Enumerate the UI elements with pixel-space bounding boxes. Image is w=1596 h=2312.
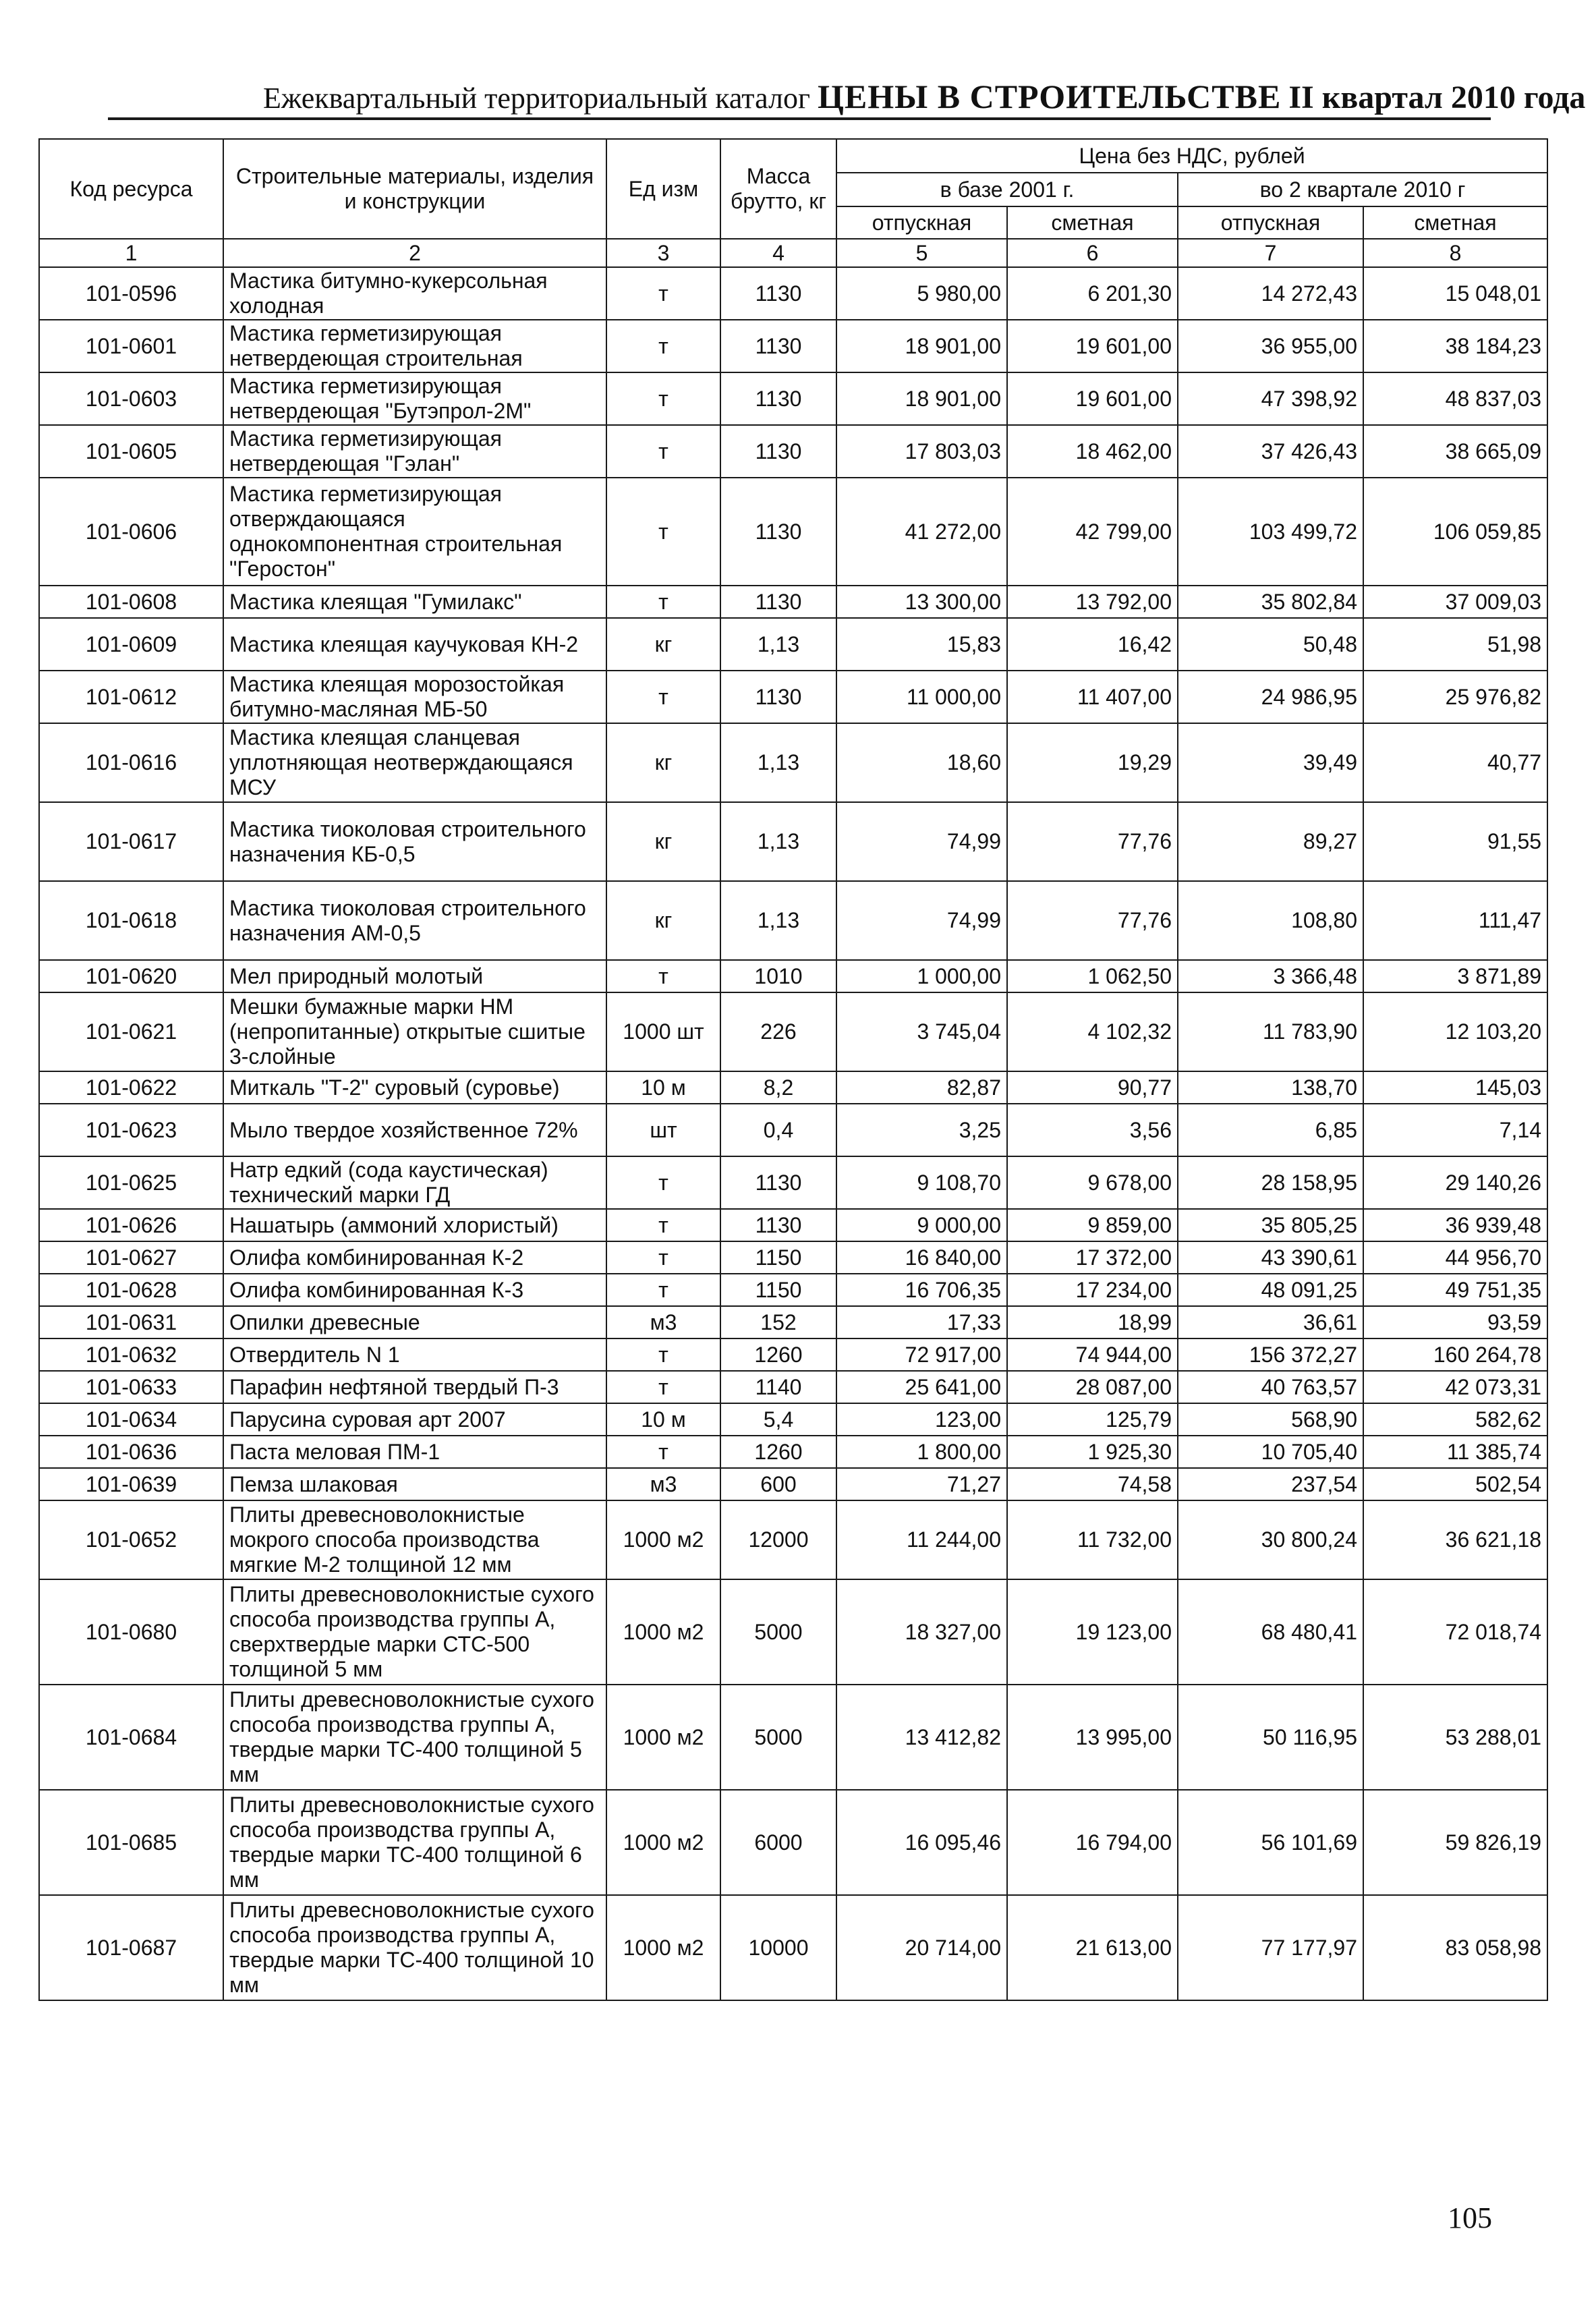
mass-cell: 5,4 [720,1403,836,1436]
current-estimate-price-cell: 111,47 [1363,881,1547,960]
current-release-price-cell: 89,27 [1178,802,1363,881]
current-estimate-price-cell: 36 621,18 [1363,1500,1547,1579]
header-period: II квартал 2010 года [1288,80,1586,115]
current-estimate-price-cell: 53 288,01 [1363,1685,1547,1790]
col-header-base-group: в базе 2001 г. [836,173,1178,206]
current-estimate-price-cell: 44 956,70 [1363,1241,1547,1274]
base-release-price-cell: 11 244,00 [836,1500,1007,1579]
mass-cell: 1130 [720,1156,836,1209]
base-release-price-cell: 82,87 [836,1071,1007,1104]
current-release-price-cell: 50 116,95 [1178,1685,1363,1790]
table-row [39,671,1547,723]
current-estimate-price-cell: 59 826,19 [1363,1790,1547,1895]
current-estimate-price-cell: 106 059,85 [1363,478,1547,586]
column-number: 2 [223,239,606,267]
mass-cell: 1260 [720,1338,836,1371]
current-estimate-price-cell: 3 871,89 [1363,960,1547,992]
column-number: 4 [720,239,836,267]
current-release-price-cell: 24 986,95 [1178,671,1363,723]
base-estimate-price-cell: 11 407,00 [1007,671,1178,723]
col-header-mass: Масса брутто, кг [720,139,836,239]
unit-cell: м3 [606,1306,720,1338]
current-release-price-cell: 35 802,84 [1178,586,1363,618]
unit-cell: т [606,1338,720,1371]
mass-cell: 1130 [720,586,836,618]
base-release-price-cell: 16 706,35 [836,1274,1007,1306]
header-line [263,77,1585,116]
base-estimate-price-cell: 21 613,00 [1007,1895,1178,2000]
resource-code-cell: 101-0634 [39,1403,223,1436]
current-release-price-cell: 37 426,43 [1178,425,1363,478]
unit-cell: 1000 шт [606,992,720,1071]
base-release-price-cell: 5 980,00 [836,267,1007,320]
current-release-price-cell: 43 390,61 [1178,1241,1363,1274]
current-estimate-price-cell: 145,03 [1363,1071,1547,1104]
material-name-cell: Мастика тиоколовая строительного назначения КБ-0,5 [223,802,606,881]
table-row [39,1306,1547,1338]
current-release-price-cell: 36,61 [1178,1306,1363,1338]
material-name-cell: Мастика клеящая морозостойкая битумно-масляная МБ-50 [223,671,606,723]
resource-code-cell: 101-0618 [39,881,223,960]
material-name-cell: Мастика клеящая сланцевая уплотняющая неотверждающаяся МСУ [223,723,606,802]
header-prefix: Ежеквартальный территориальный каталог [263,82,810,115]
table-row [39,1209,1547,1241]
table-row [39,1436,1547,1468]
base-estimate-price-cell: 18 462,00 [1007,425,1178,478]
current-release-price-cell: 11 783,90 [1178,992,1363,1071]
current-estimate-price-cell: 12 103,20 [1363,992,1547,1071]
material-name-cell: Мастика тиоколовая строительного назначения АМ-0,5 [223,881,606,960]
resource-code-cell: 101-0601 [39,320,223,372]
table-row [39,881,1547,960]
material-name-cell: Плиты древесноволокнистые сухого способа производства группы А, сверхтвердые марки СТС-500 толщиной 5 мм [223,1579,606,1685]
col-header-base-release: отпускная [836,206,1007,239]
unit-cell: 1000 м2 [606,1790,720,1895]
base-estimate-price-cell: 42 799,00 [1007,478,1178,586]
base-estimate-price-cell: 6 201,30 [1007,267,1178,320]
resource-code-cell: 101-0631 [39,1306,223,1338]
resource-code-cell: 101-0632 [39,1338,223,1371]
mass-cell: 5000 [720,1685,836,1790]
mass-cell: 1,13 [720,802,836,881]
header-title: ЦЕНЫ В СТРОИТЕЛЬСТВЕ [818,78,1282,115]
col-header-cur-estimate: сметная [1363,206,1547,239]
material-name-cell: Мастика герметизирующая нетвердеющая строительная [223,320,606,372]
base-estimate-price-cell: 11 732,00 [1007,1500,1178,1579]
resource-code-cell: 101-0680 [39,1579,223,1685]
base-estimate-price-cell: 13 995,00 [1007,1685,1178,1790]
base-release-price-cell: 18 901,00 [836,372,1007,425]
table-row [39,1468,1547,1500]
mass-cell: 1140 [720,1371,836,1403]
base-release-price-cell: 3 745,04 [836,992,1007,1071]
table-row [39,992,1547,1071]
material-name-cell: Опилки древесные [223,1306,606,1338]
unit-cell: 10 м [606,1403,720,1436]
resource-code-cell: 101-0684 [39,1685,223,1790]
mass-cell: 1130 [720,671,836,723]
resource-code-cell: 101-0652 [39,1500,223,1579]
current-release-price-cell: 40 763,57 [1178,1371,1363,1403]
material-name-cell: Мешки бумажные марки НМ (непропитанные) открытые сшитые 3-слойные [223,992,606,1071]
base-release-price-cell: 16 095,46 [836,1790,1007,1895]
resource-code-cell: 101-0685 [39,1790,223,1895]
base-estimate-price-cell: 9 678,00 [1007,1156,1178,1209]
base-release-price-cell: 1 800,00 [836,1436,1007,1468]
col-header-code: Код ресурса [39,139,223,239]
current-release-price-cell: 48 091,25 [1178,1274,1363,1306]
mass-cell: 0,4 [720,1104,836,1156]
material-name-cell: Мастика герметизирующая отверждающаяся однокомпонентная строительная "Геростон" [223,478,606,586]
table-head [39,139,1547,267]
base-release-price-cell: 15,83 [836,618,1007,671]
base-release-price-cell: 74,99 [836,802,1007,881]
current-release-price-cell: 39,49 [1178,723,1363,802]
current-estimate-price-cell: 502,54 [1363,1468,1547,1500]
material-name-cell: Олифа комбинированная К-2 [223,1241,606,1274]
current-estimate-price-cell: 15 048,01 [1363,267,1547,320]
material-name-cell: Мастика клеящая каучуковая КН-2 [223,618,606,671]
base-release-price-cell: 1 000,00 [836,960,1007,992]
current-estimate-price-cell: 93,59 [1363,1306,1547,1338]
unit-cell: 1000 м2 [606,1579,720,1685]
material-name-cell: Пемза шлаковая [223,1468,606,1500]
mass-cell: 226 [720,992,836,1071]
material-name-cell: Мастика битумно-кукерсольная холодная [223,267,606,320]
resource-code-cell: 101-0616 [39,723,223,802]
table-row [39,1274,1547,1306]
current-estimate-price-cell: 29 140,26 [1363,1156,1547,1209]
mass-cell: 1130 [720,372,836,425]
mass-cell: 1130 [720,267,836,320]
base-estimate-price-cell: 18,99 [1007,1306,1178,1338]
mass-cell: 1130 [720,425,836,478]
current-estimate-price-cell: 51,98 [1363,618,1547,671]
resource-code-cell: 101-0625 [39,1156,223,1209]
base-estimate-price-cell: 3,56 [1007,1104,1178,1156]
table-row [39,320,1547,372]
unit-cell: кг [606,723,720,802]
base-release-price-cell: 18,60 [836,723,1007,802]
current-release-price-cell: 36 955,00 [1178,320,1363,372]
mass-cell: 1130 [720,1209,836,1241]
price-table [38,138,1548,2001]
base-release-price-cell: 16 840,00 [836,1241,1007,1274]
current-release-price-cell: 50,48 [1178,618,1363,671]
material-name-cell: Олифа комбинированная К-3 [223,1274,606,1306]
base-release-price-cell: 17,33 [836,1306,1007,1338]
current-release-price-cell: 47 398,92 [1178,372,1363,425]
material-name-cell: Натр едкий (сода каустическая) технический марки ГД [223,1156,606,1209]
col-header-current-group: во 2 квартале 2010 г [1178,173,1547,206]
mass-cell: 8,2 [720,1071,836,1104]
unit-cell: т [606,267,720,320]
unit-cell: 1000 м2 [606,1685,720,1790]
resource-code-cell: 101-0639 [39,1468,223,1500]
table-row [39,960,1547,992]
base-release-price-cell: 13 412,82 [836,1685,1007,1790]
table-row [39,802,1547,881]
table-row [39,1500,1547,1579]
base-estimate-price-cell: 13 792,00 [1007,586,1178,618]
col-header-name: Строительные материалы, изделия и конструкции [223,139,606,239]
table-row [39,1241,1547,1274]
resource-code-cell: 101-0609 [39,618,223,671]
material-name-cell: Нашатырь (аммоний хлористый) [223,1209,606,1241]
material-name-cell: Отвердитель N 1 [223,1338,606,1371]
material-name-cell: Плиты древесноволокнистые сухого способа производства группы А, твердые марки ТС-400 толщиной 5 мм [223,1685,606,1790]
running-header [108,72,1586,120]
current-estimate-price-cell: 37 009,03 [1363,586,1547,618]
current-release-price-cell: 28 158,95 [1178,1156,1363,1209]
base-release-price-cell: 71,27 [836,1468,1007,1500]
unit-cell: кг [606,881,720,960]
mass-cell: 1130 [720,478,836,586]
unit-cell: т [606,671,720,723]
current-estimate-price-cell: 7,14 [1363,1104,1547,1156]
base-release-price-cell: 11 000,00 [836,671,1007,723]
col-header-cur-release: отпускная [1178,206,1363,239]
current-release-price-cell: 108,80 [1178,881,1363,960]
base-release-price-cell: 9 108,70 [836,1156,1007,1209]
unit-cell: т [606,960,720,992]
current-release-price-cell: 138,70 [1178,1071,1363,1104]
current-release-price-cell: 14 272,43 [1178,267,1363,320]
material-name-cell: Миткаль "Т-2" суровый (суровье) [223,1071,606,1104]
table-row [39,1403,1547,1436]
column-number: 5 [836,239,1007,267]
material-name-cell: Мастика герметизирующая нетвердеющая "Гэлан" [223,425,606,478]
base-estimate-price-cell: 19 601,00 [1007,372,1178,425]
base-release-price-cell: 17 803,03 [836,425,1007,478]
current-estimate-price-cell: 25 976,82 [1363,671,1547,723]
column-number: 3 [606,239,720,267]
table-row [39,1790,1547,1895]
mass-cell: 12000 [720,1500,836,1579]
unit-cell: т [606,425,720,478]
resource-code-cell: 101-0622 [39,1071,223,1104]
mass-cell: 152 [720,1306,836,1338]
current-release-price-cell: 30 800,24 [1178,1500,1363,1579]
base-release-price-cell: 72 917,00 [836,1338,1007,1371]
mass-cell: 1150 [720,1274,836,1306]
base-estimate-price-cell: 19 601,00 [1007,320,1178,372]
current-release-price-cell: 35 805,25 [1178,1209,1363,1241]
current-estimate-price-cell: 48 837,03 [1363,372,1547,425]
current-estimate-price-cell: 11 385,74 [1363,1436,1547,1468]
table-row [39,1371,1547,1403]
resource-code-cell: 101-0606 [39,478,223,586]
base-estimate-price-cell: 4 102,32 [1007,992,1178,1071]
current-estimate-price-cell: 582,62 [1363,1403,1547,1436]
resource-code-cell: 101-0628 [39,1274,223,1306]
col-header-base-estimate: сметная [1007,206,1178,239]
current-estimate-price-cell: 72 018,74 [1363,1579,1547,1685]
resource-code-cell: 101-0627 [39,1241,223,1274]
current-estimate-price-cell: 91,55 [1363,802,1547,881]
base-release-price-cell: 3,25 [836,1104,1007,1156]
unit-cell: 1000 м2 [606,1895,720,2000]
table-row [39,1156,1547,1209]
resource-code-cell: 101-0603 [39,372,223,425]
table-row [39,478,1547,586]
base-estimate-price-cell: 16 794,00 [1007,1790,1178,1895]
table-body [39,267,1547,2000]
unit-cell: т [606,1436,720,1468]
base-estimate-price-cell: 17 234,00 [1007,1274,1178,1306]
base-release-price-cell: 9 000,00 [836,1209,1007,1241]
column-number: 8 [1363,239,1547,267]
current-estimate-price-cell: 160 264,78 [1363,1338,1547,1371]
current-estimate-price-cell: 49 751,35 [1363,1274,1547,1306]
current-estimate-price-cell: 40,77 [1363,723,1547,802]
base-estimate-price-cell: 9 859,00 [1007,1209,1178,1241]
table-row [39,586,1547,618]
table-row [39,372,1547,425]
unit-cell: т [606,320,720,372]
current-release-price-cell: 237,54 [1178,1468,1363,1500]
mass-cell: 1150 [720,1241,836,1274]
unit-cell: т [606,1209,720,1241]
current-release-price-cell: 568,90 [1178,1403,1363,1436]
column-number-row [39,239,1547,267]
current-release-price-cell: 56 101,69 [1178,1790,1363,1895]
resource-code-cell: 101-0608 [39,586,223,618]
material-name-cell: Парусина суровая арт 2007 [223,1403,606,1436]
current-estimate-price-cell: 38 665,09 [1363,425,1547,478]
table-row [39,618,1547,671]
current-estimate-price-cell: 83 058,98 [1363,1895,1547,2000]
material-name-cell: Мастика клеящая "Гумилакс" [223,586,606,618]
resource-code-cell: 101-0617 [39,802,223,881]
material-name-cell: Парафин нефтяной твердый П-3 [223,1371,606,1403]
unit-cell: 1000 м2 [606,1500,720,1579]
page-number: 105 [1448,2201,1492,2234]
base-estimate-price-cell: 77,76 [1007,802,1178,881]
unit-cell: шт [606,1104,720,1156]
material-name-cell: Мел природный молотый [223,960,606,992]
col-header-price-group: Цена без НДС, рублей [836,139,1547,173]
material-name-cell: Паста меловая ПМ-1 [223,1436,606,1468]
resource-code-cell: 101-0633 [39,1371,223,1403]
mass-cell: 1,13 [720,881,836,960]
current-release-price-cell: 77 177,97 [1178,1895,1363,2000]
unit-cell: т [606,1241,720,1274]
base-release-price-cell: 20 714,00 [836,1895,1007,2000]
mass-cell: 1,13 [720,618,836,671]
base-estimate-price-cell: 1 925,30 [1007,1436,1178,1468]
base-release-price-cell: 13 300,00 [836,586,1007,618]
col-header-unit: Ед изм [606,139,720,239]
column-number: 6 [1007,239,1178,267]
table-row [39,723,1547,802]
material-name-cell: Мыло твердое хозяйственное 72% [223,1104,606,1156]
unit-cell: м3 [606,1468,720,1500]
table-row [39,1071,1547,1104]
table-row [39,1338,1547,1371]
unit-cell: т [606,478,720,586]
current-release-price-cell: 6,85 [1178,1104,1363,1156]
resource-code-cell: 101-0636 [39,1436,223,1468]
unit-cell: т [606,372,720,425]
current-release-price-cell: 68 480,41 [1178,1579,1363,1685]
current-release-price-cell: 156 372,27 [1178,1338,1363,1371]
unit-cell: кг [606,618,720,671]
resource-code-cell: 101-0623 [39,1104,223,1156]
mass-cell: 10000 [720,1895,836,2000]
resource-code-cell: 101-0621 [39,992,223,1071]
table-row [39,1104,1547,1156]
current-estimate-price-cell: 42 073,31 [1363,1371,1547,1403]
base-release-price-cell: 25 641,00 [836,1371,1007,1403]
base-estimate-price-cell: 17 372,00 [1007,1241,1178,1274]
current-estimate-price-cell: 36 939,48 [1363,1209,1547,1241]
mass-cell: 1010 [720,960,836,992]
resource-code-cell: 101-0620 [39,960,223,992]
mass-cell: 1,13 [720,723,836,802]
current-release-price-cell: 103 499,72 [1178,478,1363,586]
table-row [39,1685,1547,1790]
mass-cell: 6000 [720,1790,836,1895]
base-estimate-price-cell: 16,42 [1007,618,1178,671]
resource-code-cell: 101-0612 [39,671,223,723]
unit-cell: т [606,1274,720,1306]
base-release-price-cell: 74,99 [836,881,1007,960]
resource-code-cell: 101-0626 [39,1209,223,1241]
base-estimate-price-cell: 19 123,00 [1007,1579,1178,1685]
column-number: 1 [39,239,223,267]
table-row [39,1579,1547,1685]
resource-code-cell: 101-0596 [39,267,223,320]
base-release-price-cell: 18 901,00 [836,320,1007,372]
base-release-price-cell: 18 327,00 [836,1579,1007,1685]
mass-cell: 600 [720,1468,836,1500]
base-estimate-price-cell: 74,58 [1007,1468,1178,1500]
base-release-price-cell: 123,00 [836,1403,1007,1436]
material-name-cell: Плиты древесноволокнистые сухого способа производства группы А, твердые марки ТС-400 толщиной 6 мм [223,1790,606,1895]
mass-cell: 5000 [720,1579,836,1685]
mass-cell: 1130 [720,320,836,372]
unit-cell: кг [606,802,720,881]
resource-code-cell: 101-0605 [39,425,223,478]
base-estimate-price-cell: 125,79 [1007,1403,1178,1436]
unit-cell: т [606,586,720,618]
material-name-cell: Плиты древесноволокнистые мокрого способа производства мягкие М-2 толщиной 12 мм [223,1500,606,1579]
base-estimate-price-cell: 77,76 [1007,881,1178,960]
base-estimate-price-cell: 19,29 [1007,723,1178,802]
base-estimate-price-cell: 28 087,00 [1007,1371,1178,1403]
mass-cell: 1260 [720,1436,836,1468]
base-estimate-price-cell: 1 062,50 [1007,960,1178,992]
column-number: 7 [1178,239,1363,267]
current-release-price-cell: 10 705,40 [1178,1436,1363,1468]
unit-cell: т [606,1371,720,1403]
unit-cell: 10 м [606,1071,720,1104]
table-row [39,425,1547,478]
current-release-price-cell: 3 366,48 [1178,960,1363,992]
unit-cell: т [606,1156,720,1209]
current-estimate-price-cell: 38 184,23 [1363,320,1547,372]
resource-code-cell: 101-0687 [39,1895,223,2000]
material-name-cell: Плиты древесноволокнистые сухого способа производства группы А, твердые марки ТС-400 толщиной 10 мм [223,1895,606,2000]
base-estimate-price-cell: 90,77 [1007,1071,1178,1104]
base-estimate-price-cell: 74 944,00 [1007,1338,1178,1371]
table-row [39,1895,1547,2000]
material-name-cell: Мастика герметизирующая нетвердеющая "Бутэпрол-2М" [223,372,606,425]
base-release-price-cell: 41 272,00 [836,478,1007,586]
table-row [39,267,1547,320]
